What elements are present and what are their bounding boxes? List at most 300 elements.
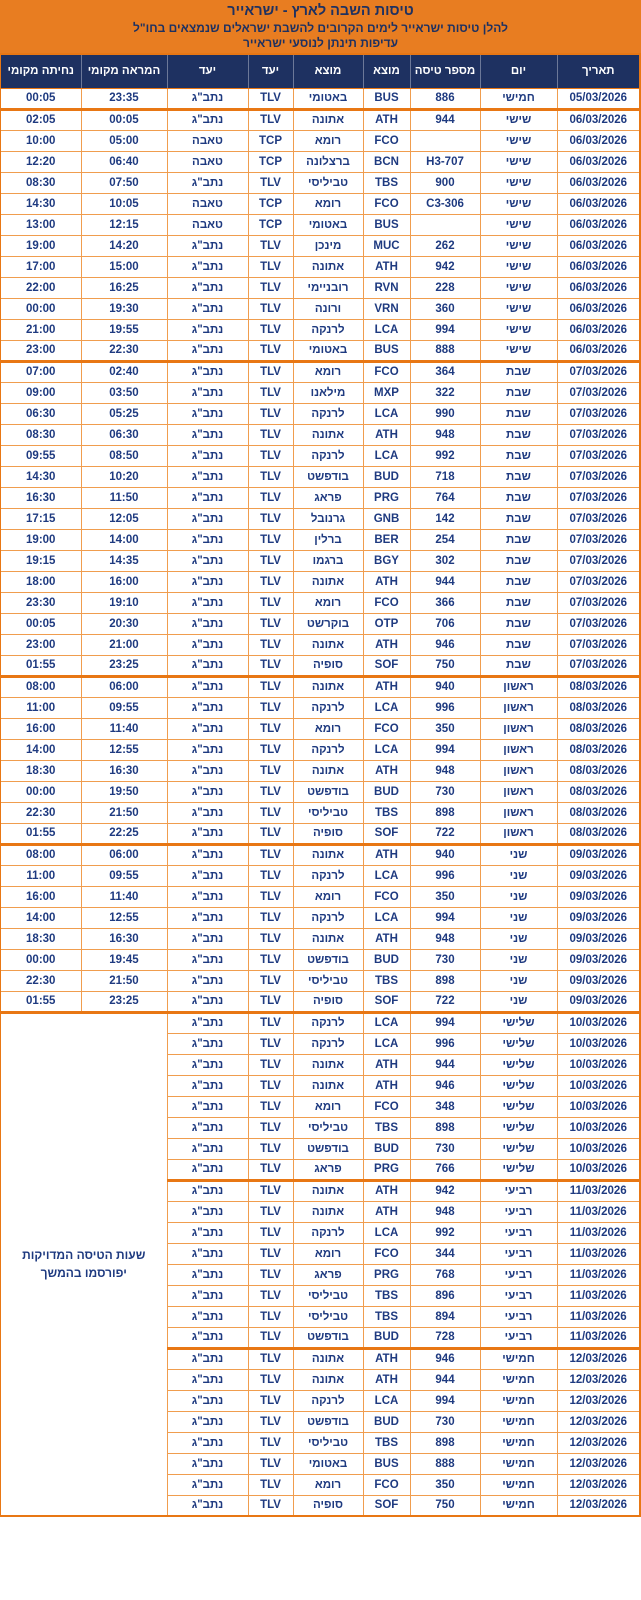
cell-date: 07/03/2026 <box>557 445 640 466</box>
cell-day: רביעי <box>480 1243 557 1264</box>
cell-departure-time: 14:35 <box>81 550 167 571</box>
col-dest-code: יעד <box>248 54 293 88</box>
cell-dest-code: TLV <box>248 802 293 823</box>
cell-day: חמישי <box>480 1495 557 1516</box>
cell-date: 06/03/2026 <box>557 340 640 361</box>
table-row <box>0 424 640 445</box>
cell-origin-code: ATH <box>363 1054 410 1075</box>
cell-origin-code: GNB <box>363 508 410 529</box>
cell-dest-code: TLV <box>248 319 293 340</box>
cell-origin-code: ATH <box>363 676 410 697</box>
table-row <box>0 151 640 172</box>
cell-flight-number: 366 <box>410 592 480 613</box>
cell-day: שלישי <box>480 1075 557 1096</box>
table-row <box>0 781 640 802</box>
table-row <box>0 508 640 529</box>
cell-flight-number: 994 <box>410 1390 480 1411</box>
cell-arrival-time: 01:55 <box>0 823 81 844</box>
cell-dest-code: TCP <box>248 130 293 151</box>
cell-origin-code: TBS <box>363 802 410 823</box>
cell-origin-city: אתונה <box>293 424 363 445</box>
cell-origin-city: רומא <box>293 1096 363 1117</box>
cell-arrival-time: 17:15 <box>0 508 81 529</box>
cell-departure-time: 11:50 <box>81 487 167 508</box>
cell-date: 06/03/2026 <box>557 193 640 214</box>
cell-day: שבת <box>480 550 557 571</box>
cell-flight-number: 996 <box>410 865 480 886</box>
cell-origin-city: אתונה <box>293 256 363 277</box>
cell-dest-city: נתב"ג <box>167 907 248 928</box>
cell-dest-city: נתב"ג <box>167 949 248 970</box>
cell-day: חמישי <box>480 1453 557 1474</box>
cell-day: שישי <box>480 340 557 361</box>
cell-departure-time: 19:10 <box>81 592 167 613</box>
cell-dest-city: נתב"ג <box>167 109 248 130</box>
cell-arrival-time: 17:00 <box>0 256 81 277</box>
cell-origin-city: רומא <box>293 1474 363 1495</box>
cell-day: שלישי <box>480 1096 557 1117</box>
cell-origin-city: ברצלונה <box>293 151 363 172</box>
cell-flight-number: 946 <box>410 634 480 655</box>
cell-arrival-time: 09:55 <box>0 445 81 466</box>
cell-date: 11/03/2026 <box>557 1222 640 1243</box>
cell-origin-code: ATH <box>363 109 410 130</box>
cell-dest-code: TLV <box>248 1117 293 1138</box>
cell-origin-city: לרנקה <box>293 1222 363 1243</box>
cell-date: 12/03/2026 <box>557 1369 640 1390</box>
cell-origin-city: סופיה <box>293 823 363 844</box>
cell-origin-city: טביליסי <box>293 1306 363 1327</box>
cell-departure-time: 03:50 <box>81 382 167 403</box>
col-date: תאריך <box>557 54 640 88</box>
cell-flight-number: 992 <box>410 1222 480 1243</box>
cell-flight-number: 228 <box>410 277 480 298</box>
cell-dest-code: TLV <box>248 256 293 277</box>
cell-origin-city: אתונה <box>293 1348 363 1369</box>
cell-origin-code: LCA <box>363 1033 410 1054</box>
cell-date: 06/03/2026 <box>557 214 640 235</box>
cell-origin-city: טביליסי <box>293 1432 363 1453</box>
cell-dest-code: TLV <box>248 1243 293 1264</box>
col-dest-city: יעד <box>167 54 248 88</box>
cell-departure-time: 06:30 <box>81 424 167 445</box>
cell-dest-code: TLV <box>248 697 293 718</box>
cell-day: רביעי <box>480 1201 557 1222</box>
cell-flight-number: 886 <box>410 88 480 109</box>
cell-flight-number: C3-306 <box>410 193 480 214</box>
cell-dest-code: TLV <box>248 88 293 109</box>
cell-date: 07/03/2026 <box>557 529 640 550</box>
cell-origin-city: רומא <box>293 886 363 907</box>
cell-dest-city: נתב"ג <box>167 634 248 655</box>
cell-day: רביעי <box>480 1222 557 1243</box>
cell-arrival-time: 22:30 <box>0 970 81 991</box>
cell-dest-city: טאבה <box>167 151 248 172</box>
cell-flight-number <box>410 214 480 235</box>
cell-origin-code: ATH <box>363 1180 410 1201</box>
table-row <box>0 172 640 193</box>
cell-flight-number: 348 <box>410 1096 480 1117</box>
cell-dest-code: TLV <box>248 823 293 844</box>
cell-date: 07/03/2026 <box>557 613 640 634</box>
cell-date: 07/03/2026 <box>557 487 640 508</box>
cell-origin-city: לרנקה <box>293 739 363 760</box>
cell-dest-code: TLV <box>248 235 293 256</box>
table-row <box>0 256 640 277</box>
cell-date: 09/03/2026 <box>557 844 640 865</box>
cell-day: חמישי <box>480 1432 557 1453</box>
cell-date: 06/03/2026 <box>557 151 640 172</box>
cell-origin-code: ATH <box>363 634 410 655</box>
cell-departure-time: 09:55 <box>81 865 167 886</box>
cell-arrival-time: 00:05 <box>0 613 81 634</box>
cell-origin-city: לרנקה <box>293 697 363 718</box>
cell-dest-code: TLV <box>248 508 293 529</box>
cell-dest-code: TCP <box>248 214 293 235</box>
cell-dest-code: TLV <box>248 907 293 928</box>
cell-origin-code: ATH <box>363 1075 410 1096</box>
cell-date: 10/03/2026 <box>557 1033 640 1054</box>
cell-arrival-time: 11:00 <box>0 697 81 718</box>
table-row <box>0 697 640 718</box>
cell-origin-code: LCA <box>363 1012 410 1033</box>
cell-dest-code: TLV <box>248 340 293 361</box>
cell-arrival-time: 23:00 <box>0 340 81 361</box>
cell-flight-number: 888 <box>410 1453 480 1474</box>
cell-day: שבת <box>480 466 557 487</box>
table-row <box>0 739 640 760</box>
cell-origin-code: ATH <box>363 256 410 277</box>
cell-date: 12/03/2026 <box>557 1453 640 1474</box>
cell-flight-number: 322 <box>410 382 480 403</box>
cell-day: שני <box>480 928 557 949</box>
cell-departure-time: 12:55 <box>81 907 167 928</box>
cell-dest-code: TLV <box>248 1264 293 1285</box>
cell-flight-number: 262 <box>410 235 480 256</box>
cell-dest-code: TLV <box>248 613 293 634</box>
cell-dest-city: נתב"ג <box>167 760 248 781</box>
cell-date: 08/03/2026 <box>557 676 640 697</box>
cell-origin-code: BUD <box>363 1327 410 1348</box>
cell-arrival-time: 19:00 <box>0 235 81 256</box>
cell-flight-number: 750 <box>410 655 480 676</box>
cell-dest-code: TLV <box>248 1054 293 1075</box>
cell-departure-time: 23:25 <box>81 655 167 676</box>
cell-flight-number: 948 <box>410 424 480 445</box>
table-row <box>0 214 640 235</box>
cell-origin-code: LCA <box>363 865 410 886</box>
cell-dest-code: TLV <box>248 1159 293 1180</box>
cell-origin-code: PRG <box>363 1264 410 1285</box>
table-row <box>0 991 640 1012</box>
cell-dest-code: TLV <box>248 718 293 739</box>
cell-flight-number: 142 <box>410 508 480 529</box>
cell-dest-city: נתב"ג <box>167 1411 248 1432</box>
cell-flight-number: 768 <box>410 1264 480 1285</box>
cell-dest-city: נתב"ג <box>167 487 248 508</box>
cell-departure-time: 16:30 <box>81 760 167 781</box>
cell-date: 10/03/2026 <box>557 1012 640 1033</box>
cell-arrival-time: 00:00 <box>0 781 81 802</box>
cell-date: 06/03/2026 <box>557 277 640 298</box>
cell-day: חמישי <box>480 1369 557 1390</box>
cell-day: רביעי <box>480 1264 557 1285</box>
cell-origin-city: סופיה <box>293 991 363 1012</box>
table-row <box>0 130 640 151</box>
cell-arrival-time: 00:00 <box>0 298 81 319</box>
cell-origin-code: LCA <box>363 445 410 466</box>
cell-date: 09/03/2026 <box>557 928 640 949</box>
cell-day: רביעי <box>480 1285 557 1306</box>
table-row <box>0 277 640 298</box>
cell-dest-code: TLV <box>248 1411 293 1432</box>
cell-flight-number: 946 <box>410 1348 480 1369</box>
cell-date: 10/03/2026 <box>557 1138 640 1159</box>
table-row <box>0 760 640 781</box>
cell-dest-city: נתב"ג <box>167 655 248 676</box>
cell-origin-city: בודפשט <box>293 1411 363 1432</box>
cell-origin-code: TBS <box>363 172 410 193</box>
cell-dest-city: נתב"ג <box>167 886 248 907</box>
cell-day: שני <box>480 970 557 991</box>
cell-day: ראשון <box>480 676 557 697</box>
cell-departure-time: 12:15 <box>81 214 167 235</box>
cell-day: רביעי <box>480 1180 557 1201</box>
cell-dest-code: TLV <box>248 1201 293 1222</box>
cell-flight-number: 898 <box>410 970 480 991</box>
cell-date: 11/03/2026 <box>557 1264 640 1285</box>
cell-dest-code: TLV <box>248 1033 293 1054</box>
cell-origin-city: אתונה <box>293 109 363 130</box>
cell-date: 09/03/2026 <box>557 970 640 991</box>
table-row <box>0 718 640 739</box>
cell-departure-time: 15:00 <box>81 256 167 277</box>
cell-origin-code: TBS <box>363 1285 410 1306</box>
cell-dest-code: TLV <box>248 298 293 319</box>
cell-departure-time: 08:50 <box>81 445 167 466</box>
cell-day: שישי <box>480 172 557 193</box>
cell-departure-time: 22:30 <box>81 340 167 361</box>
cell-day: שבת <box>480 529 557 550</box>
table-row <box>0 235 640 256</box>
cell-date: 07/03/2026 <box>557 424 640 445</box>
cell-dest-city: נתב"ג <box>167 1054 248 1075</box>
cell-date: 07/03/2026 <box>557 571 640 592</box>
table-row <box>0 340 640 361</box>
cell-date: 12/03/2026 <box>557 1348 640 1369</box>
cell-arrival-time: 02:05 <box>0 109 81 130</box>
cell-flight-number: 766 <box>410 1159 480 1180</box>
cell-dest-code: TCP <box>248 193 293 214</box>
table-row <box>0 298 640 319</box>
cell-dest-code: TLV <box>248 172 293 193</box>
cell-date: 11/03/2026 <box>557 1243 640 1264</box>
cell-date: 12/03/2026 <box>557 1432 640 1453</box>
cell-arrival-time: 19:00 <box>0 529 81 550</box>
cell-day: שבת <box>480 424 557 445</box>
cell-dest-city: נתב"ג <box>167 235 248 256</box>
cell-dest-code: TLV <box>248 760 293 781</box>
cell-arrival-time: 08:30 <box>0 172 81 193</box>
cell-flight-number: 944 <box>410 571 480 592</box>
cell-arrival-time: 18:00 <box>0 571 81 592</box>
cell-day: חמישי <box>480 1411 557 1432</box>
cell-arrival-time: 07:00 <box>0 361 81 382</box>
cell-origin-code: BCN <box>363 151 410 172</box>
cell-arrival-time: 23:30 <box>0 592 81 613</box>
cell-dest-city: נתב"ג <box>167 739 248 760</box>
table-row <box>0 802 640 823</box>
cell-flight-number: 944 <box>410 109 480 130</box>
cell-day: שישי <box>480 319 557 340</box>
cell-day: שני <box>480 886 557 907</box>
cell-departure-time: 10:05 <box>81 193 167 214</box>
cell-date: 12/03/2026 <box>557 1474 640 1495</box>
cell-departure-time: 02:40 <box>81 361 167 382</box>
cell-origin-code: LCA <box>363 1222 410 1243</box>
cell-date: 10/03/2026 <box>557 1096 640 1117</box>
cell-day: שבת <box>480 613 557 634</box>
cell-dest-code: TLV <box>248 592 293 613</box>
cell-dest-code: TLV <box>248 361 293 382</box>
cell-origin-code: ATH <box>363 1369 410 1390</box>
cell-day: שבת <box>480 403 557 424</box>
cell-day: שני <box>480 907 557 928</box>
cell-dest-city: נתב"ג <box>167 592 248 613</box>
cell-day: שבת <box>480 361 557 382</box>
cell-dest-city: נתב"ג <box>167 1075 248 1096</box>
cell-arrival-time: 13:00 <box>0 214 81 235</box>
cell-day: שישי <box>480 298 557 319</box>
cell-dest-city: נתב"ג <box>167 928 248 949</box>
cell-origin-city: לרנקה <box>293 907 363 928</box>
cell-arrival-time: 16:00 <box>0 718 81 739</box>
cell-date: 08/03/2026 <box>557 739 640 760</box>
cell-dest-city: נתב"ג <box>167 361 248 382</box>
cell-day: שבת <box>480 508 557 529</box>
cell-day: שישי <box>480 277 557 298</box>
cell-departure-time: 21:00 <box>81 634 167 655</box>
cell-day: שלישי <box>480 1054 557 1075</box>
cell-dest-city: טאבה <box>167 130 248 151</box>
cell-dest-city: נתב"ג <box>167 1180 248 1201</box>
cell-origin-code: MUC <box>363 235 410 256</box>
cell-day: שישי <box>480 214 557 235</box>
cell-dest-code: TLV <box>248 403 293 424</box>
cell-date: 07/03/2026 <box>557 550 640 571</box>
cell-arrival-time: 19:15 <box>0 550 81 571</box>
cell-departure-time: 10:20 <box>81 466 167 487</box>
cell-dest-city: נתב"ג <box>167 1222 248 1243</box>
cell-day: שני <box>480 844 557 865</box>
cell-flight-number: 942 <box>410 1180 480 1201</box>
cell-dest-code: TLV <box>248 1096 293 1117</box>
cell-day: שלישי <box>480 1117 557 1138</box>
cell-date: 07/03/2026 <box>557 655 640 676</box>
table-row <box>0 88 640 109</box>
cell-date: 10/03/2026 <box>557 1117 640 1138</box>
cell-departure-time: 21:50 <box>81 970 167 991</box>
cell-origin-code: MXP <box>363 382 410 403</box>
cell-origin-city: מינכן <box>293 235 363 256</box>
cell-departure-time: 14:20 <box>81 235 167 256</box>
cell-origin-city: טביליסי <box>293 1117 363 1138</box>
cell-dest-city: נתב"ג <box>167 781 248 802</box>
table-row <box>0 655 640 676</box>
cell-dest-city: טאבה <box>167 193 248 214</box>
cell-origin-code: FCO <box>363 1096 410 1117</box>
cell-day: חמישי <box>480 1474 557 1495</box>
cell-dest-city: נתב"ג <box>167 508 248 529</box>
cell-arrival-time: 12:20 <box>0 151 81 172</box>
cell-dest-code: TLV <box>248 844 293 865</box>
cell-flight-number: 896 <box>410 1285 480 1306</box>
cell-origin-city: אתונה <box>293 760 363 781</box>
cell-departure-time: 22:25 <box>81 823 167 844</box>
cell-date: 10/03/2026 <box>557 1075 640 1096</box>
cell-origin-code: LCA <box>363 907 410 928</box>
cell-flight-number: 946 <box>410 1075 480 1096</box>
cell-dest-city: נתב"ג <box>167 1033 248 1054</box>
cell-flight-number: 994 <box>410 739 480 760</box>
cell-arrival-time: 00:05 <box>0 88 81 109</box>
cell-origin-city: אתונה <box>293 844 363 865</box>
cell-flight-number: 730 <box>410 781 480 802</box>
cell-dest-code: TLV <box>248 1012 293 1033</box>
cell-origin-code: OTP <box>363 613 410 634</box>
table-row <box>0 970 640 991</box>
cell-dest-code: TLV <box>248 1306 293 1327</box>
cell-flight-number: 948 <box>410 928 480 949</box>
cell-date: 11/03/2026 <box>557 1306 640 1327</box>
cell-departure-time: 16:25 <box>81 277 167 298</box>
cell-date: 07/03/2026 <box>557 403 640 424</box>
cell-date: 06/03/2026 <box>557 130 640 151</box>
table-row <box>0 676 640 697</box>
cell-dest-city: נתב"ג <box>167 1369 248 1390</box>
cell-arrival-time: 22:00 <box>0 277 81 298</box>
cell-date: 08/03/2026 <box>557 781 640 802</box>
cell-dest-code: TLV <box>248 1327 293 1348</box>
cell-dest-city: נתב"ג <box>167 1432 248 1453</box>
cell-origin-city: אתונה <box>293 676 363 697</box>
table-row <box>0 928 640 949</box>
cell-flight-number: 944 <box>410 1054 480 1075</box>
page-subtitle-1: להלן טיסות ישראייר לימים הקרובים להשבת ישראלים שנמצאים בחו"ל <box>133 20 508 35</box>
cell-origin-code: SOF <box>363 991 410 1012</box>
table-row <box>0 613 640 634</box>
cell-departure-time: 16:30 <box>81 928 167 949</box>
cell-origin-code: BUS <box>363 1453 410 1474</box>
cell-flight-number: 360 <box>410 298 480 319</box>
cell-origin-code: ATH <box>363 1201 410 1222</box>
cell-day: שבת <box>480 487 557 508</box>
cell-origin-city: לרנקה <box>293 403 363 424</box>
cell-dest-code: TLV <box>248 466 293 487</box>
cell-date: 06/03/2026 <box>557 298 640 319</box>
cell-day: חמישי <box>480 1390 557 1411</box>
cell-origin-city: רומא <box>293 193 363 214</box>
cell-date: 07/03/2026 <box>557 361 640 382</box>
cell-arrival-time: 18:30 <box>0 928 81 949</box>
cell-origin-code: FCO <box>363 130 410 151</box>
cell-date: 11/03/2026 <box>557 1327 640 1348</box>
cell-day: שישי <box>480 151 557 172</box>
cell-flight-number: 728 <box>410 1327 480 1348</box>
cell-date: 12/03/2026 <box>557 1411 640 1432</box>
cell-dest-city: נתב"ג <box>167 445 248 466</box>
cell-origin-city: באטומי <box>293 340 363 361</box>
